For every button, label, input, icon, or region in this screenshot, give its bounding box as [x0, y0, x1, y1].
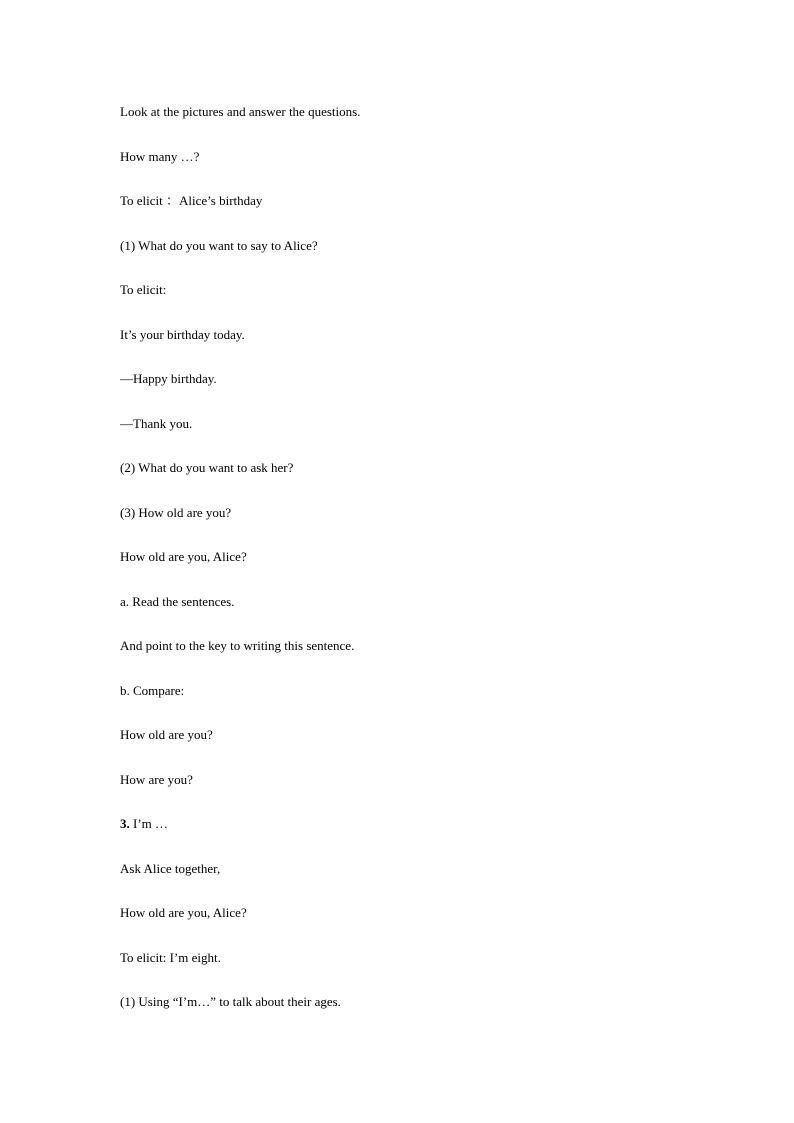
compare-how-are: How are you? [120, 772, 193, 787]
elicit-im-eight: To elicit: I’m eight. [120, 950, 221, 965]
elicit-label: To elicit: [120, 282, 167, 297]
question-1: (1) What do you want to say to Alice? [120, 238, 318, 253]
sentence-birthday-today: It’s your birthday today. [120, 327, 245, 342]
section-title: I’m … [133, 816, 169, 831]
step-b: b. Compare: [120, 683, 185, 698]
question-3: (3) How old are you? [120, 505, 232, 520]
question-how-many: How many …? [120, 149, 200, 164]
ask-alice-together: Ask Alice together, [120, 861, 221, 876]
compare-how-old: How old are you? [120, 727, 213, 742]
question-2: (2) What do you want to ask her? [120, 460, 294, 475]
sentence-how-old-alice: How old are you, Alice? [120, 549, 247, 564]
dialogue-happy-birthday: —Happy birthday. [120, 371, 217, 386]
instruction-line: Look at the pictures and answer the questions. [120, 104, 361, 119]
sentence-how-old-alice-2: How old are you, Alice? [120, 905, 247, 920]
section-number: 3. [120, 816, 130, 831]
step-a: a. Read the sentences. [120, 594, 235, 609]
using-im-ages: (1) Using “I’m…” to talk about their ages. [120, 994, 341, 1009]
elicit-alice-birthday: To elicit ：Alice’s birthday [120, 193, 263, 208]
step-a-detail: And point to the key to writing this sentence. [120, 638, 355, 653]
section-3-heading [120, 816, 168, 832]
dialogue-thank-you: —Thank you. [120, 416, 193, 431]
